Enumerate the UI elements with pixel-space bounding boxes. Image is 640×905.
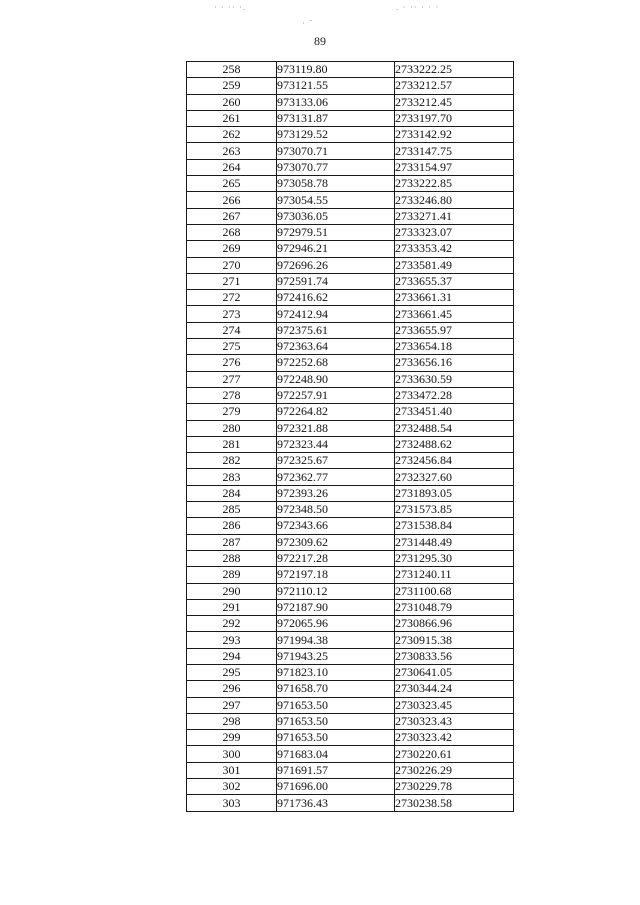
x-coordinate-cell: 972110.12: [277, 583, 395, 599]
table-row: [187, 208, 514, 224]
point-number-cell: 279: [187, 404, 277, 420]
table-row: [187, 664, 514, 680]
table-row: [187, 224, 514, 240]
x-coordinate-cell: 972217.28: [277, 550, 395, 566]
table-row: [187, 273, 514, 289]
table-row: [187, 550, 514, 566]
y-coordinate-cell: 2730641.05: [395, 664, 514, 680]
y-coordinate-cell: 2732488.62: [395, 436, 514, 452]
x-coordinate-cell: 972363.64: [277, 339, 395, 355]
table-row: [187, 762, 514, 778]
table-row: [187, 567, 514, 583]
table-row: [187, 697, 514, 713]
x-coordinate-cell: 972065.96: [277, 616, 395, 632]
point-number-cell: 270: [187, 257, 277, 273]
y-coordinate-cell: 2733655.37: [395, 273, 514, 289]
table-row: [187, 436, 514, 452]
y-coordinate-cell: 2733142.92: [395, 127, 514, 143]
y-coordinate-cell: 2730915.38: [395, 632, 514, 648]
x-coordinate-cell: 971696.00: [277, 779, 395, 795]
table-row: [187, 485, 514, 501]
point-number-cell: 288: [187, 550, 277, 566]
x-coordinate-cell: 972321.88: [277, 420, 395, 436]
table-row: [187, 616, 514, 632]
point-number-cell: 274: [187, 322, 277, 338]
point-number-cell: 302: [187, 779, 277, 795]
x-coordinate-cell: 972696.26: [277, 257, 395, 273]
x-coordinate-cell: 971994.38: [277, 632, 395, 648]
table-row: [187, 746, 514, 762]
point-number-cell: 280: [187, 420, 277, 436]
x-coordinate-cell: 972248.90: [277, 371, 395, 387]
table-row: [187, 648, 514, 664]
point-number-cell: 295: [187, 664, 277, 680]
y-coordinate-cell: 2731048.79: [395, 599, 514, 615]
table-row: [187, 127, 514, 143]
table-row: [187, 355, 514, 371]
point-number-cell: 273: [187, 306, 277, 322]
table-row: [187, 534, 514, 550]
y-coordinate-cell: 2733222.85: [395, 176, 514, 192]
point-number-cell: 298: [187, 713, 277, 729]
y-coordinate-cell: 2733154.97: [395, 159, 514, 175]
table-row: [187, 453, 514, 469]
y-coordinate-cell: 2731295.30: [395, 550, 514, 566]
table-row: [187, 583, 514, 599]
x-coordinate-cell: 972309.62: [277, 534, 395, 550]
y-coordinate-cell: 2730229.78: [395, 779, 514, 795]
x-coordinate-cell: 972187.90: [277, 599, 395, 615]
y-coordinate-cell: 2731448.49: [395, 534, 514, 550]
point-number-cell: 263: [187, 143, 277, 159]
table-row: [187, 290, 514, 306]
y-coordinate-cell: 2733656.16: [395, 355, 514, 371]
y-coordinate-cell: 2733197.70: [395, 110, 514, 126]
point-number-cell: 294: [187, 648, 277, 664]
scan-artifact-top-right: . · ·· · · ·: [396, 2, 440, 12]
point-number-cell: 265: [187, 176, 277, 192]
x-coordinate-cell: 972323.44: [277, 436, 395, 452]
x-coordinate-cell: 973036.05: [277, 208, 395, 224]
point-number-cell: 259: [187, 78, 277, 94]
point-number-cell: 278: [187, 387, 277, 403]
table-row: [187, 779, 514, 795]
y-coordinate-cell: 2733353.42: [395, 241, 514, 257]
table-row: [187, 404, 514, 420]
x-coordinate-cell: 972393.26: [277, 485, 395, 501]
y-coordinate-cell: 2731240.11: [395, 567, 514, 583]
y-coordinate-cell: 2730238.58: [395, 795, 514, 811]
table-row: [187, 518, 514, 534]
x-coordinate-cell: 973129.52: [277, 127, 395, 143]
point-number-cell: 282: [187, 453, 277, 469]
point-number-cell: 289: [187, 567, 277, 583]
point-number-cell: 260: [187, 94, 277, 110]
table-row: [187, 713, 514, 729]
x-coordinate-cell: 971653.50: [277, 730, 395, 746]
table-row: [187, 176, 514, 192]
point-number-cell: 299: [187, 730, 277, 746]
table-row: [187, 110, 514, 126]
table-row: [187, 599, 514, 615]
y-coordinate-cell: 2733451.40: [395, 404, 514, 420]
point-number-cell: 292: [187, 616, 277, 632]
x-coordinate-cell: 971943.25: [277, 648, 395, 664]
x-coordinate-cell: 971823.10: [277, 664, 395, 680]
point-number-cell: 297: [187, 697, 277, 713]
y-coordinate-cell: 2732327.60: [395, 469, 514, 485]
scan-artifact-top-left: · ∙ ·· ·.: [214, 2, 247, 12]
scan-artifact-top-mid: · ˉ: [302, 18, 314, 28]
point-number-cell: 267: [187, 208, 277, 224]
table-row: [187, 387, 514, 403]
y-coordinate-cell: 2730226.29: [395, 762, 514, 778]
y-coordinate-cell: 2733655.97: [395, 322, 514, 338]
table-row: [187, 322, 514, 338]
point-number-cell: 301: [187, 762, 277, 778]
table-row: [187, 632, 514, 648]
x-coordinate-cell: 973133.06: [277, 94, 395, 110]
point-number-cell: 258: [187, 62, 277, 78]
point-number-cell: 275: [187, 339, 277, 355]
y-coordinate-cell: 2733581.49: [395, 257, 514, 273]
x-coordinate-cell: 971691.57: [277, 762, 395, 778]
table-row: [187, 730, 514, 746]
point-number-cell: 266: [187, 192, 277, 208]
y-coordinate-cell: 2733323.07: [395, 224, 514, 240]
y-coordinate-cell: 2733661.45: [395, 306, 514, 322]
x-coordinate-cell: 973058.78: [277, 176, 395, 192]
point-number-cell: 276: [187, 355, 277, 371]
point-number-cell: 286: [187, 518, 277, 534]
y-coordinate-cell: 2730323.43: [395, 713, 514, 729]
y-coordinate-cell: 2733630.59: [395, 371, 514, 387]
x-coordinate-cell: 972348.50: [277, 502, 395, 518]
table-row: [187, 143, 514, 159]
table-row: [187, 339, 514, 355]
coordinate-table-body: [187, 62, 514, 812]
y-coordinate-cell: 2733147.75: [395, 143, 514, 159]
y-coordinate-cell: 2730833.56: [395, 648, 514, 664]
point-number-cell: 290: [187, 583, 277, 599]
table-row: [187, 192, 514, 208]
point-number-cell: 296: [187, 681, 277, 697]
y-coordinate-cell: 2730323.42: [395, 730, 514, 746]
table-row: [187, 502, 514, 518]
y-coordinate-cell: 2730866.96: [395, 616, 514, 632]
table-row: [187, 241, 514, 257]
y-coordinate-cell: 2731538.84: [395, 518, 514, 534]
x-coordinate-cell: 972946.21: [277, 241, 395, 257]
point-number-cell: 277: [187, 371, 277, 387]
x-coordinate-cell: 972362.77: [277, 469, 395, 485]
page-number: 89: [314, 34, 326, 48]
x-coordinate-cell: 972591.74: [277, 273, 395, 289]
y-coordinate-cell: 2731893.05: [395, 485, 514, 501]
table-row: [187, 681, 514, 697]
point-number-cell: 269: [187, 241, 277, 257]
x-coordinate-cell: 973070.71: [277, 143, 395, 159]
y-coordinate-cell: 2733222.25: [395, 62, 514, 78]
point-number-cell: 261: [187, 110, 277, 126]
x-coordinate-cell: 971658.70: [277, 681, 395, 697]
x-coordinate-cell: 973119.80: [277, 62, 395, 78]
x-coordinate-cell: 973121.55: [277, 78, 395, 94]
table-row: [187, 306, 514, 322]
y-coordinate-cell: 2733654.18: [395, 339, 514, 355]
x-coordinate-cell: 972252.68: [277, 355, 395, 371]
table-row: [187, 469, 514, 485]
point-number-cell: 264: [187, 159, 277, 175]
x-coordinate-cell: 972979.51: [277, 224, 395, 240]
y-coordinate-cell: 2731573.85: [395, 502, 514, 518]
y-coordinate-cell: 2731100.68: [395, 583, 514, 599]
point-number-cell: 272: [187, 290, 277, 306]
y-coordinate-cell: 2730323.45: [395, 697, 514, 713]
x-coordinate-cell: 972375.61: [277, 322, 395, 338]
table-row: [187, 159, 514, 175]
point-number-cell: 287: [187, 534, 277, 550]
x-coordinate-cell: 972257.91: [277, 387, 395, 403]
point-number-cell: 285: [187, 502, 277, 518]
x-coordinate-cell: 971653.50: [277, 697, 395, 713]
table-row: [187, 78, 514, 94]
y-coordinate-cell: 2733472.28: [395, 387, 514, 403]
x-coordinate-cell: 971736.43: [277, 795, 395, 811]
y-coordinate-cell: 2733212.45: [395, 94, 514, 110]
y-coordinate-cell: 2733661.31: [395, 290, 514, 306]
point-number-cell: 293: [187, 632, 277, 648]
table-row: [187, 795, 514, 811]
table-row: [187, 371, 514, 387]
table-row: [187, 62, 514, 78]
point-number-cell: 300: [187, 746, 277, 762]
x-coordinate-cell: 972416.62: [277, 290, 395, 306]
table-row: [187, 94, 514, 110]
x-coordinate-cell: 972412.94: [277, 306, 395, 322]
x-coordinate-cell: 973070.77: [277, 159, 395, 175]
point-number-cell: 268: [187, 224, 277, 240]
point-number-cell: 291: [187, 599, 277, 615]
point-number-cell: 262: [187, 127, 277, 143]
coordinate-table: [186, 61, 514, 812]
table-row: [187, 257, 514, 273]
table-row: [187, 420, 514, 436]
x-coordinate-cell: 973054.55: [277, 192, 395, 208]
y-coordinate-cell: 2733212.57: [395, 78, 514, 94]
point-number-cell: 284: [187, 485, 277, 501]
x-coordinate-cell: 972325.67: [277, 453, 395, 469]
x-coordinate-cell: 971683.04: [277, 746, 395, 762]
x-coordinate-cell: 972197.18: [277, 567, 395, 583]
x-coordinate-cell: 971653.50: [277, 713, 395, 729]
point-number-cell: 283: [187, 469, 277, 485]
point-number-cell: 303: [187, 795, 277, 811]
y-coordinate-cell: 2730220.61: [395, 746, 514, 762]
x-coordinate-cell: 972264.82: [277, 404, 395, 420]
point-number-cell: 281: [187, 436, 277, 452]
x-coordinate-cell: 972343.66: [277, 518, 395, 534]
y-coordinate-cell: 2732456.84: [395, 453, 514, 469]
y-coordinate-cell: 2730344.24: [395, 681, 514, 697]
y-coordinate-cell: 2733246.80: [395, 192, 514, 208]
y-coordinate-cell: 2732488.54: [395, 420, 514, 436]
x-coordinate-cell: 973131.87: [277, 110, 395, 126]
y-coordinate-cell: 2733271.41: [395, 208, 514, 224]
point-number-cell: 271: [187, 273, 277, 289]
